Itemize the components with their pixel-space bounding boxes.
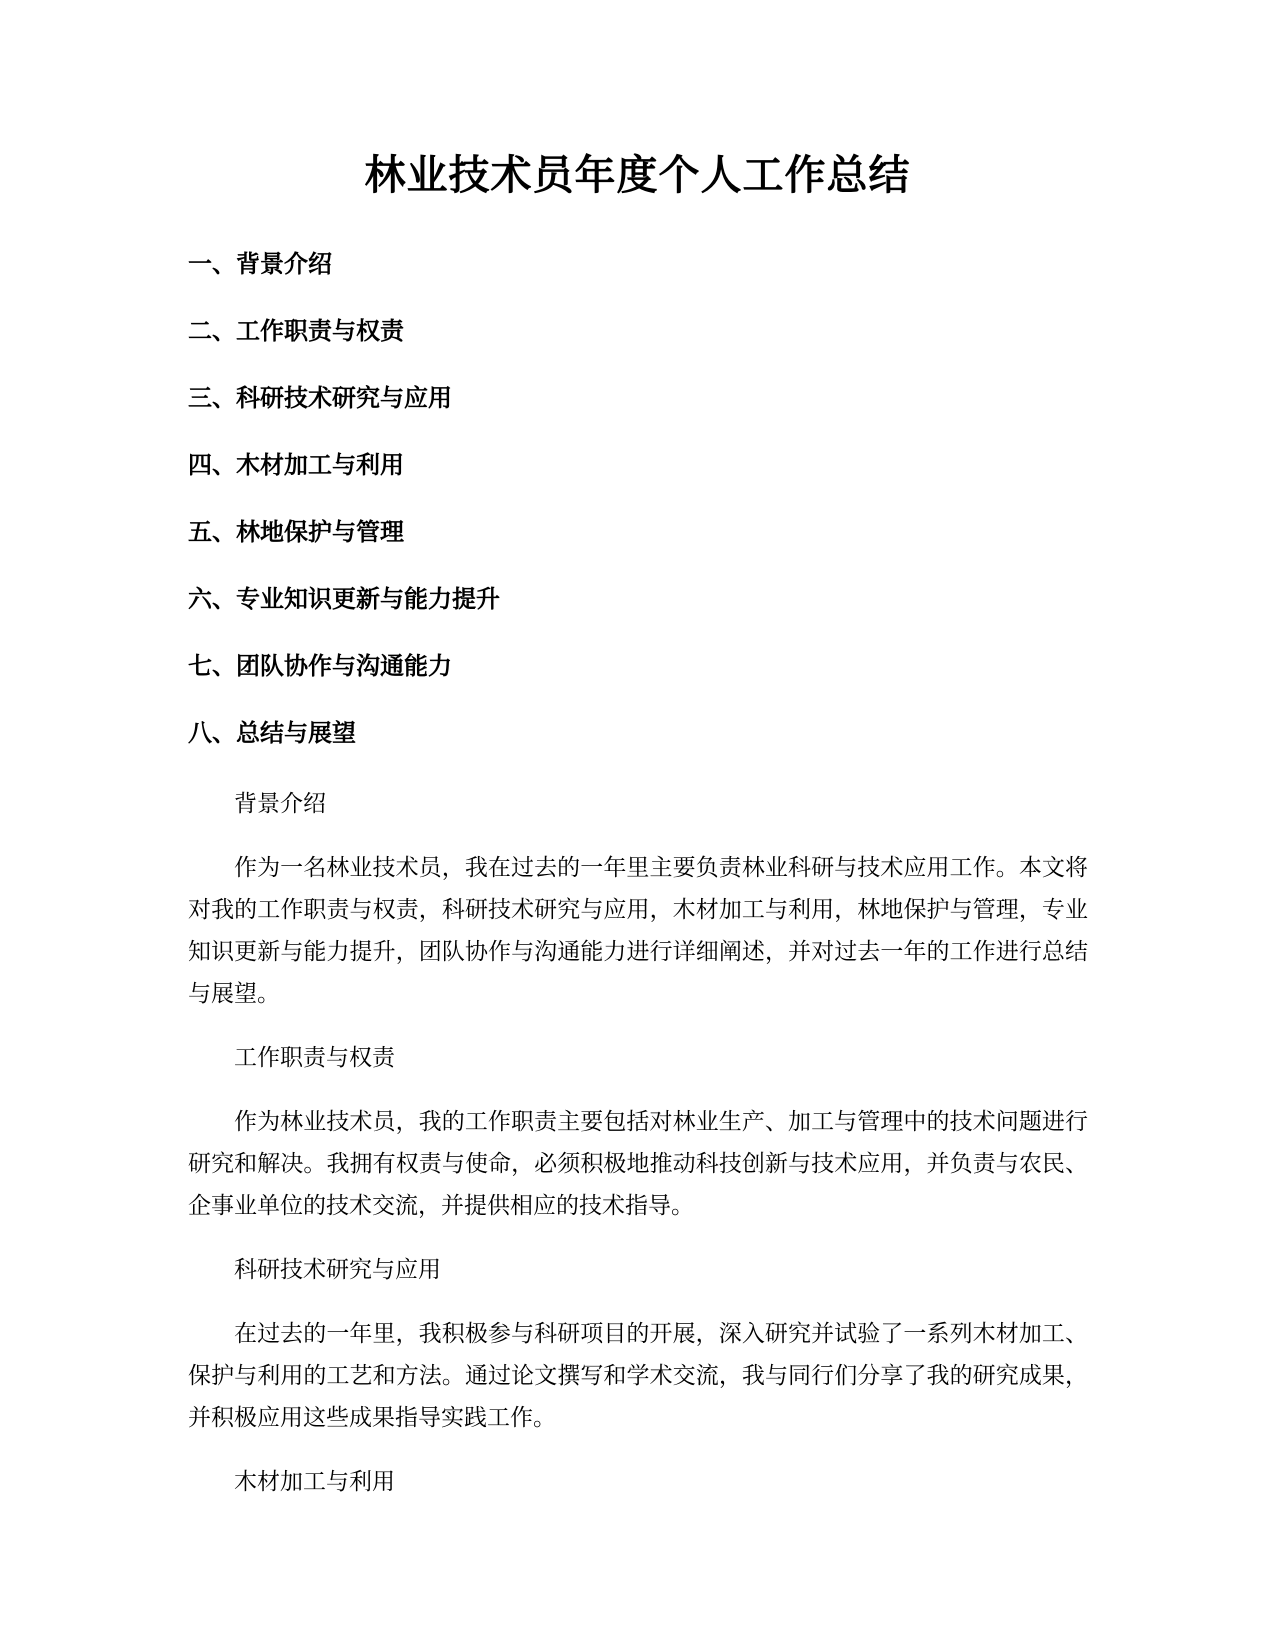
toc-item: 二、工作职责与权责 bbox=[188, 317, 404, 345]
toc-item: 三、科研技术研究与应用 bbox=[188, 384, 452, 412]
document-title: 林业技术员年度个人工作总结 bbox=[364, 151, 911, 199]
section-heading: 工作职责与权责 bbox=[234, 1045, 395, 1071]
toc-item: 七、团队协作与沟通能力 bbox=[188, 652, 452, 680]
toc-item: 一、背景介绍 bbox=[188, 250, 332, 278]
section-heading: 木材加工与利用 bbox=[234, 1469, 395, 1495]
section-heading: 背景介绍 bbox=[234, 791, 326, 817]
section-paragraph: 作为一名林业技术员，我在过去的一年里主要负责林业科研与技术应用工作。本文将对我的工作职责与权责，科研技术研究与应用，木材加工与利用，林地保护与管理，专业知识更新与能力提升，团队协作与沟通能力进行详细阐述，并对过去一年的工作进行总结与展望。 bbox=[188, 855, 1088, 1007]
toc-item: 六、专业知识更新与能力提升 bbox=[188, 585, 500, 613]
toc-item: 五、林地保护与管理 bbox=[188, 518, 404, 546]
table-of-contents bbox=[188, 247, 1108, 783]
section-heading: 科研技术研究与应用 bbox=[234, 1257, 441, 1283]
document-body bbox=[188, 783, 1088, 1525]
section-paragraph: 作为林业技术员，我的工作职责主要包括对林业生产、加工与管理中的技术问题进行研究和解决。我拥有权责与使命，必须积极地推动科技创新与技术应用，并负责与农民、企事业单位的技术交流，并提供相应的技术指导。 bbox=[188, 1109, 1088, 1219]
toc-item: 四、木材加工与利用 bbox=[188, 451, 404, 479]
toc-item: 八、总结与展望 bbox=[188, 719, 356, 747]
section-paragraph: 在过去的一年里，我积极参与科研项目的开展，深入研究并试验了一系列木材加工、保护与利用的工艺和方法。通过论文撰写和学术交流，我与同行们分享了我的研究成果，并积极应用这些成果指导实践工作。 bbox=[188, 1321, 1088, 1431]
